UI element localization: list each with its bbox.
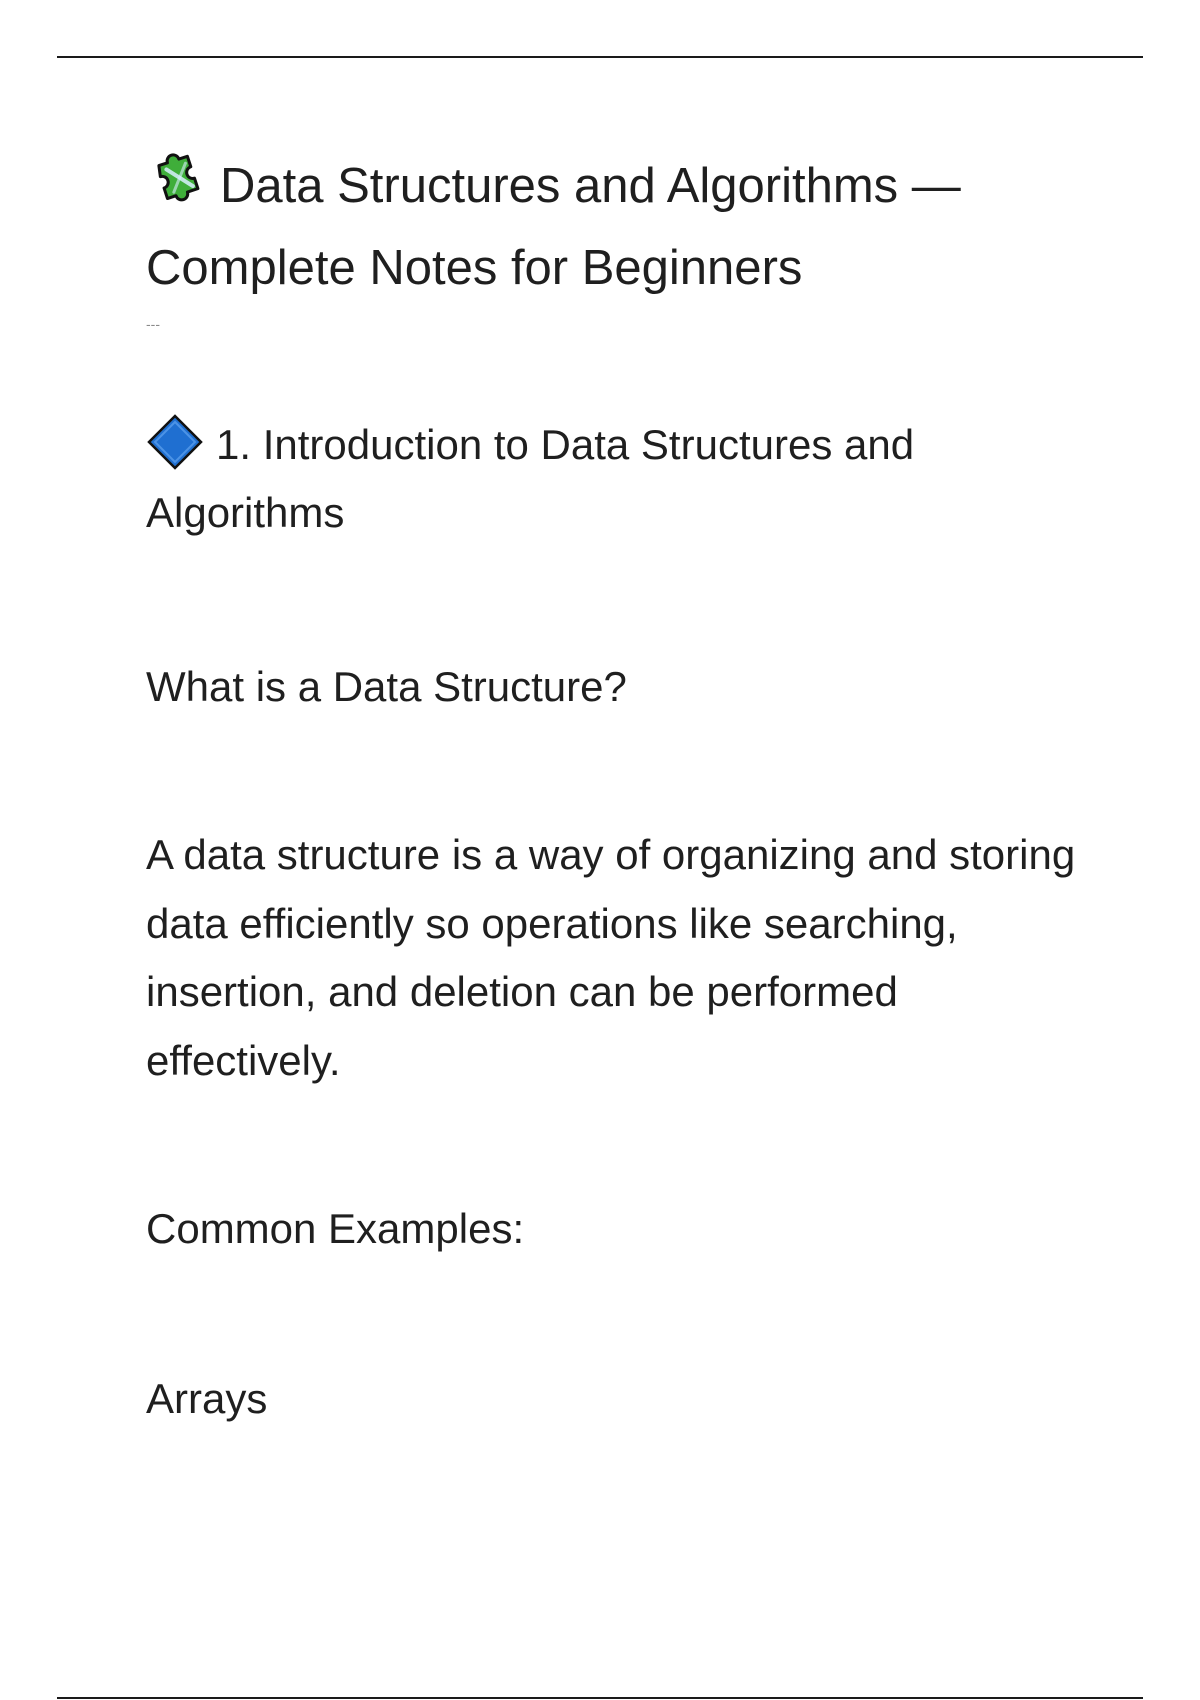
section-heading-text: 1. Introduction to Data Structures and Algorithms xyxy=(146,421,915,536)
separator-line: --- xyxy=(146,316,160,332)
list-item: Arrays xyxy=(146,1375,268,1422)
top-rule xyxy=(57,56,1143,58)
puzzle-piece-icon xyxy=(146,146,212,212)
blue-diamond-icon xyxy=(146,413,204,471)
definition-paragraph: A data structure is a way of organizing and storing data efficiently so operations like searching, insertion, and deletion can be performed effectively. xyxy=(146,831,1076,1084)
document-body xyxy=(146,145,1096,1433)
examples-heading: Common Examples: xyxy=(146,1205,525,1252)
section-heading-introduction xyxy=(146,411,1096,547)
bottom-rule xyxy=(57,1697,1143,1699)
document-title xyxy=(146,145,1096,309)
document-title-text: Data Structures and Algorithms — Complete Notes for Beginners xyxy=(146,159,961,295)
subheading-what-is-data-structure: What is a Data Structure? xyxy=(146,663,627,710)
